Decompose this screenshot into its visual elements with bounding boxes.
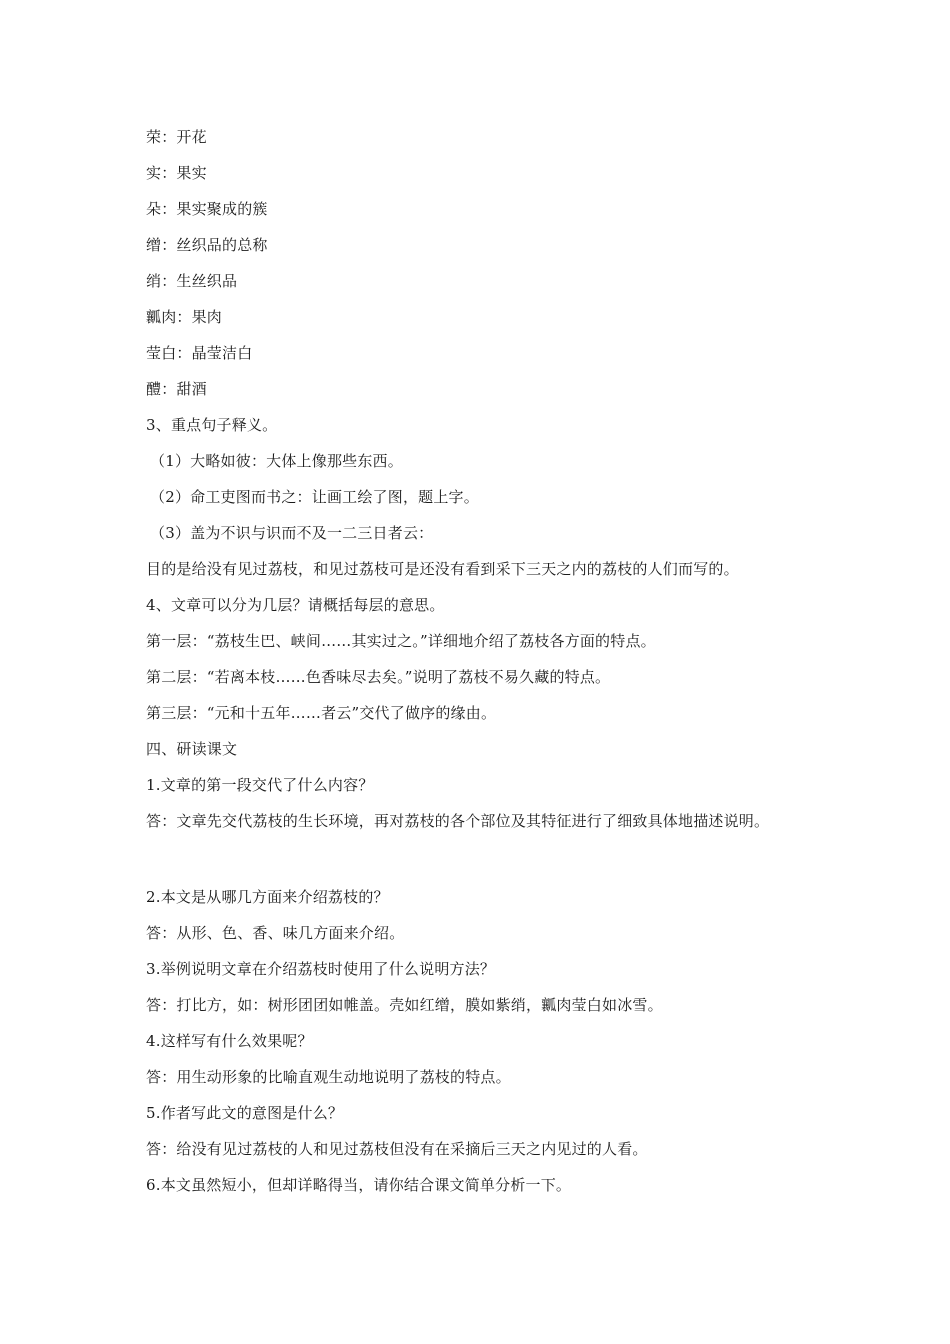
question-5: 5.作者写此文的意图是什么？ <box>146 1104 344 1122</box>
sentence-explanation-3: （3）盖为不识与识而不及一二三日者云： <box>150 524 434 542</box>
gloss-rong: 荣：开花 <box>146 128 207 146</box>
answer-3: 答：打比方，如：树形团团如帷盖。壳如红缯，膜如紫绡，瓤肉莹白如冰雪。 <box>146 996 663 1014</box>
section-heading-key-sentences: 3、重点句子释义。 <box>146 416 278 434</box>
gloss-yingbai: 莹白：晶莹洁白 <box>146 344 253 362</box>
sentence-explanation-1: （1）大略如彼：大体上像那些东西。 <box>150 452 403 470</box>
gloss-shi: 实：果实 <box>146 164 207 182</box>
question-1: 1.文章的第一段交代了什么内容？ <box>146 776 374 794</box>
gloss-rangrou: 瓤肉：果肉 <box>146 308 223 326</box>
sentence-explanation-3-answer: 目的是给没有见过荔枝，和见过荔枝可是还没有看到采下三天之内的荔枝的人们而写的。 <box>146 560 739 578</box>
question-2: 2.本文是从哪几方面来介绍荔枝的？ <box>146 888 389 906</box>
gloss-duo: 朵：果实聚成的簇 <box>146 200 268 218</box>
section-heading-study: 四、研读课文 <box>146 740 238 758</box>
layer-2: 第二层：“若离本枝……色香味尽去矣。”说明了荔枝不易久藏的特点。 <box>146 668 611 686</box>
gloss-xiao: 绡：生丝织品 <box>146 272 238 290</box>
question-6: 6.本文虽然短小，但却详略得当，请你结合课文简单分析一下。 <box>146 1176 572 1194</box>
answer-1: 答：文章先交代荔枝的生长环境，再对荔枝的各个部位及其特征进行了细致具体地描述说明。 <box>146 812 770 830</box>
question-3: 3.举例说明文章在介绍荔枝时使用了什么说明方法？ <box>146 960 496 978</box>
answer-2: 答：从形、色、香、味几方面来介绍。 <box>146 924 405 942</box>
sentence-explanation-2: （2）命工吏图而书之：让画工绘了图，题上字。 <box>150 488 479 506</box>
gloss-zeng: 缯：丝织品的总称 <box>146 236 268 254</box>
gloss-li: 醴：甜酒 <box>146 380 207 398</box>
answer-5: 答：给没有见过荔枝的人和见过荔枝但没有在采摘后三天之内见过的人看。 <box>146 1140 648 1158</box>
answer-4: 答：用生动形象的比喻直观生动地说明了荔枝的特点。 <box>146 1068 511 1086</box>
layer-3: 第三层：“元和十五年……者云”交代了做序的缘由。 <box>146 704 497 722</box>
section-heading-layers: 4、文章可以分为几层？请概括每层的意思。 <box>146 596 445 614</box>
question-4: 4.这样写有什么效果呢？ <box>146 1032 313 1050</box>
layer-1: 第一层：“荔枝生巴、峡间……其实过之。”详细地介绍了荔枝各方面的特点。 <box>146 632 656 650</box>
